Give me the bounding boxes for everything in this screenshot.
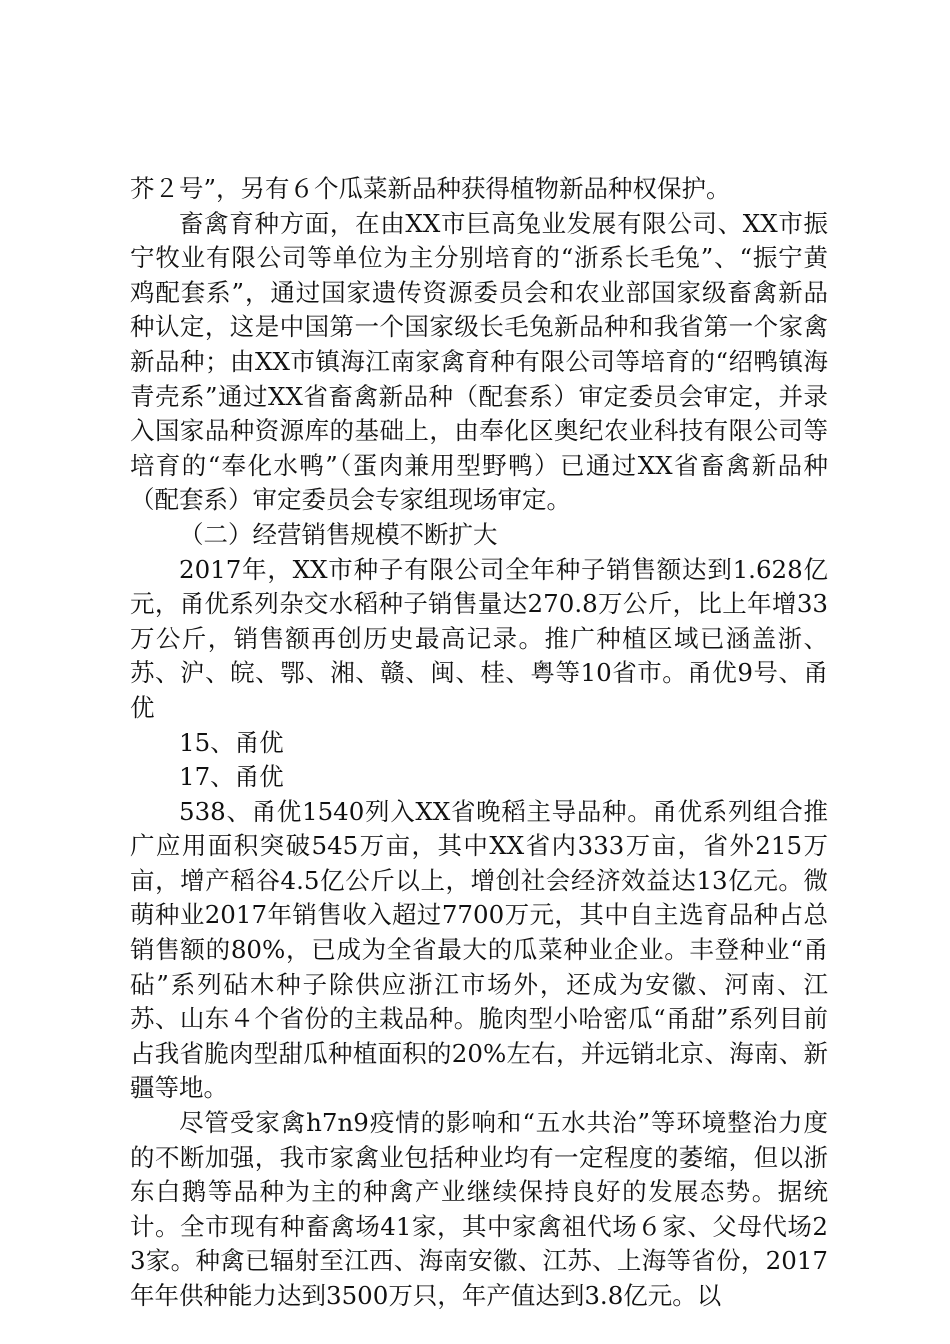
paragraph-promotion: 538、甬优1540列入XX省晚稻主导品种。甬优系列组合推广应用面积突破545万亩，其中XX省内333万亩，省外215万亩，增产稻谷4.5亿公斤以上，增创社会经济效益达13亿元。微萌种业2017年销售收入超过7700万元，其中自主选育品种占总销售额的80%，已成为全省最大的瓜菜种业企业。丰登种业“甬砧”系列砧木种子除供应浙江市场外，还成为安徽、河南、江苏、山东４个省份的主栽品种。脆肉型小哈密瓜“甬甜”系列目前占我省脆肉型甜瓜种植面积的20%左右，并远销北京、海南、新疆等地。	[130, 796, 828, 1103]
paragraph-livestock-breeding: 畜禽育种方面，在由XX市巨高兔业发展有限公司、XX市振宁牧业有限公司等单位为主分别培育的“浙系长毛兔”、“振宁黄鸡配套系”，通过国家遗传资源委员会和农业部国家级畜禽新品种认定，这是中国第一个国家级长毛兔新品种和我省第一个家禽新品种；由XX市镇海江南家禽育种有限公司等培育的“绍鸭镇海青壳系”通过XX省畜禽新品种（配套系）审定委员会审定，并录入国家品种资源库的基础上，由奉化区奥纪农业科技有限公司等培育的“奉化水鸭”（蛋肉兼用型野鸭）已通过XX省畜禽新品种（配套系）审定委员会专家组现场审定。	[130, 208, 828, 515]
paragraph-poultry-industry: 尽管受家禽h7n9疫情的影响和“五水共治”等环境整治力度的不断加强，我市家禽业包括种业均有一定程度的萎缩，但以浙东白鹅等品种为主的种禽产业继续保持良好的发展态势。据统计。全市现有种畜禽场41家，其中家禽祖代场６家、父母代场23家。种禽已辐射至江西、海南安徽、江苏、上海等省份，2017年年供种能力达到3500万只，年产值达到3.8亿元。以	[130, 1108, 828, 1310]
paragraph-variety-15: 15、甬优	[179, 727, 284, 757]
paragraph-continuation: 芥２号”，另有６个瓜菜新品种获得植物新品种权保护。	[130, 174, 731, 203]
paragraph-variety-17: 17、甬优	[179, 762, 284, 792]
paragraph-seed-sales: 2017年，XX市种子有限公司全年种子销售额达到1.628亿元，甬优系列杂交水稻种子销售量达270.8万公斤，比上年增33万公斤，销售额再创历史最高记录。推广种植区域已涵盖浙、苏、沪、皖、鄂、湘、赣、闽、桂、粤等10省市。甬优9号、甬优	[130, 554, 828, 722]
document-body	[130, 172, 828, 1314]
section-heading: （二）经营销售规模不断扩大	[179, 519, 498, 549]
